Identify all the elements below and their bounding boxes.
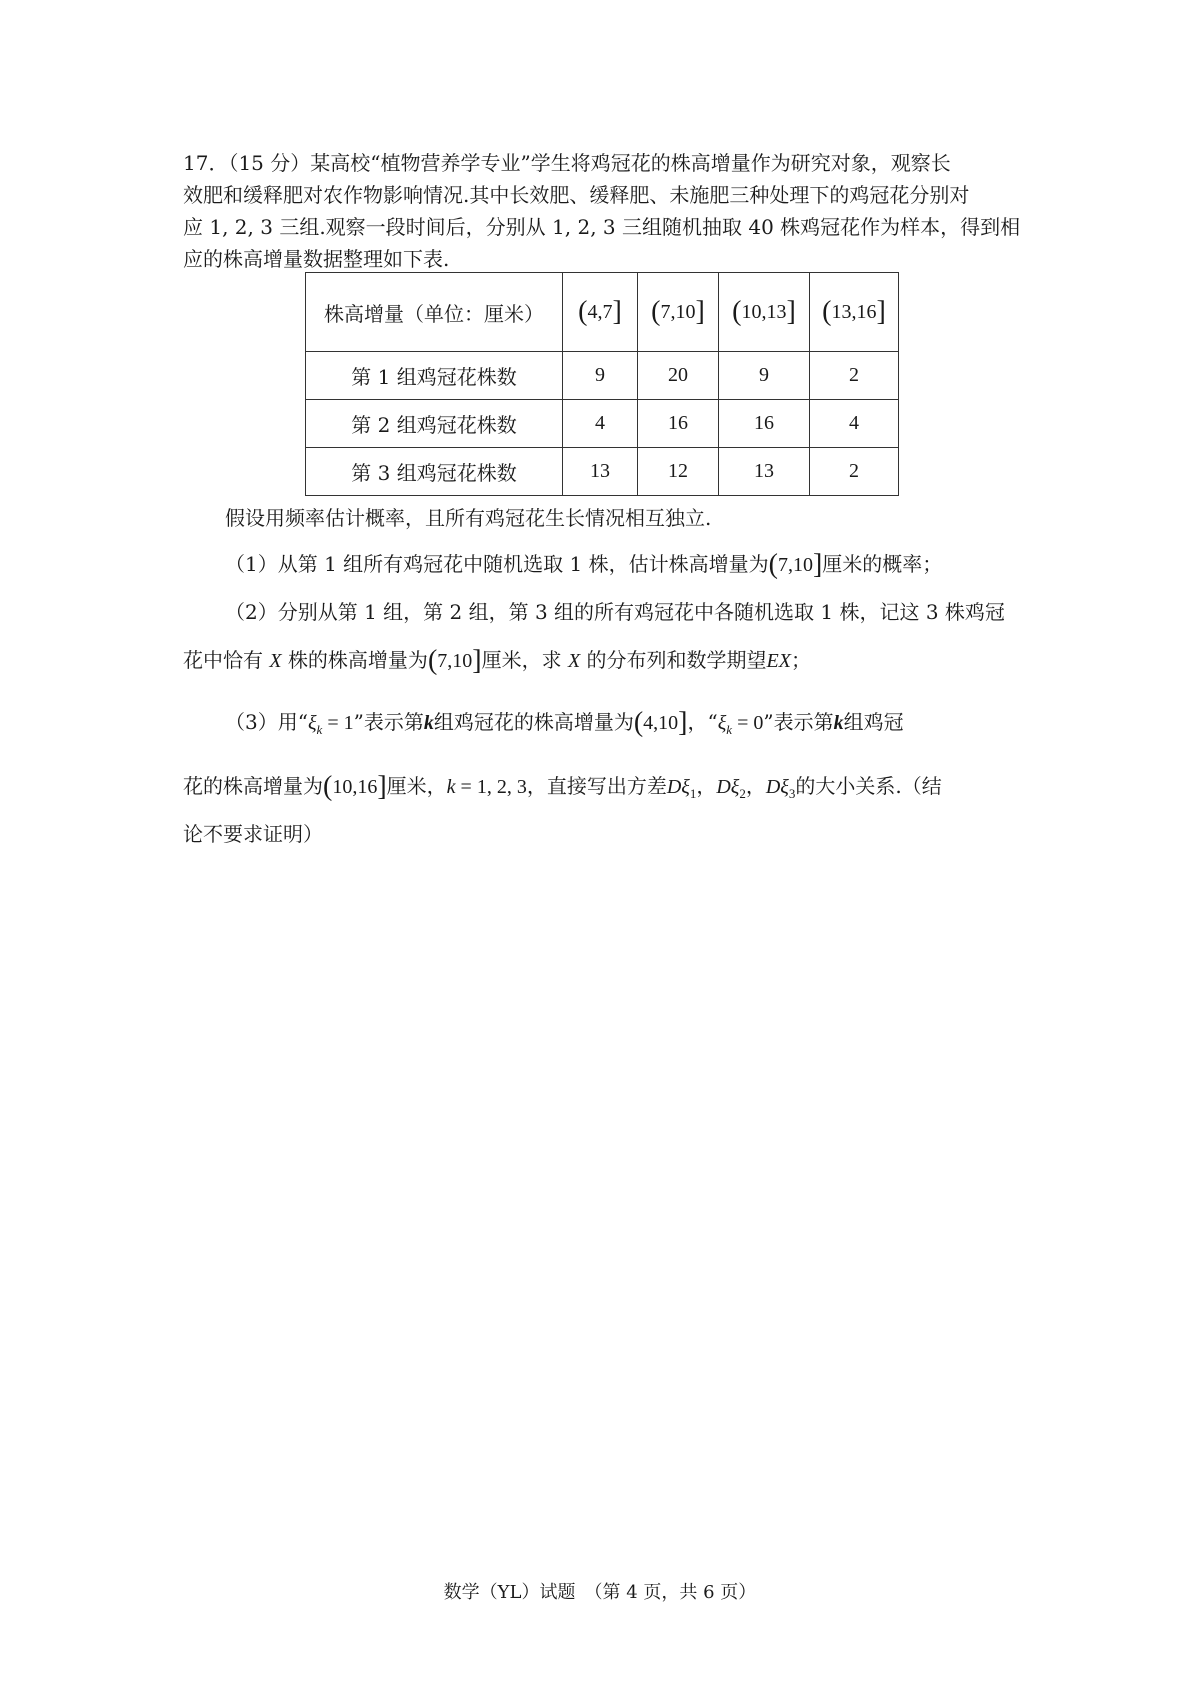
intro-line: 应 1, 2, 3 三组.观察一段时间后，分别从 1, 2, 3 三组随机抽取 40 株鸡冠花作为样本，得到相: [183, 215, 1021, 239]
question-2-line1: （2）分别从第 1 组，第 2 组，第 3 组的所有鸡冠花中各随机选取 1 株，记这 3 株鸡冠: [225, 600, 1005, 624]
row-label: 第 3 组鸡冠花株数: [306, 448, 563, 496]
table-cell: 16: [638, 400, 719, 448]
table-row: [306, 400, 899, 448]
table-header-interval: (4,7]: [563, 273, 638, 352]
table-cell: 20: [638, 352, 719, 400]
table-cell: 9: [563, 352, 638, 400]
growth-data-table: [305, 272, 899, 496]
table-cell: 2: [810, 352, 899, 400]
problem-17-intro: [183, 147, 1023, 275]
question-3-line1: （3）用“$\xi_k = 1$”表示第k组鸡冠花的株高增量为(4,10]，“$\xi_k = 0$”表示第k组鸡冠: [225, 707, 904, 738]
table-cell: 2: [810, 448, 899, 496]
table-cell: 16: [719, 400, 810, 448]
table-cell: 4: [810, 400, 899, 448]
table-cell: 4: [563, 400, 638, 448]
intro-line: 应的株高增量数据整理如下表.: [183, 247, 450, 271]
table-header-interval: (7,10]: [638, 273, 719, 352]
table-cell: 12: [638, 448, 719, 496]
table-header-interval: (13,16]: [810, 273, 899, 352]
intro-line: 效肥和缓释肥对农作物影响情况.其中长效肥、缓释肥、未施肥三种处理下的鸡冠花分别对: [183, 183, 970, 207]
row-label: 第 2 组鸡冠花株数: [306, 400, 563, 448]
table-cell: 13: [563, 448, 638, 496]
page-footer: 数学（YL）试题 （第 4 页，共 6 页）: [443, 1582, 757, 1603]
row-label: 第 1 组鸡冠花株数: [306, 352, 563, 400]
question-2-line2: 花中恰有 X 株的株高增量为(7,10]厘米，求 X 的分布列和数学期望EX；: [183, 645, 811, 676]
intro-line: 17．（15 分）某高校“植物营养学专业”学生将鸡冠花的株高增量作为研究对象，观察长: [183, 151, 951, 175]
question-3-line3: 论不要求证明）: [183, 822, 323, 846]
table-header-row: [306, 273, 899, 352]
question-3-line2: 花的株高增量为(10,16]厘米，k = 1, 2, 3，直接写出方差$D\xi_1$，$D\xi_2$，$D\xi_3$的大小关系.（结: [183, 771, 942, 802]
table-cell: 13: [719, 448, 810, 496]
table-header-interval: (10,13]: [719, 273, 810, 352]
table-cell: 9: [719, 352, 810, 400]
table-row: [306, 448, 899, 496]
table-header-label: 株高增量（单位：厘米）: [306, 273, 563, 352]
question-1: （1）从第 1 组所有鸡冠花中随机选取 1 株，估计株高增量为(7,10]厘米的概率；: [225, 549, 943, 580]
assumption-text: 假设用频率估计概率，且所有鸡冠花生长情况相互独立.: [225, 506, 712, 530]
table-row: [306, 352, 899, 400]
